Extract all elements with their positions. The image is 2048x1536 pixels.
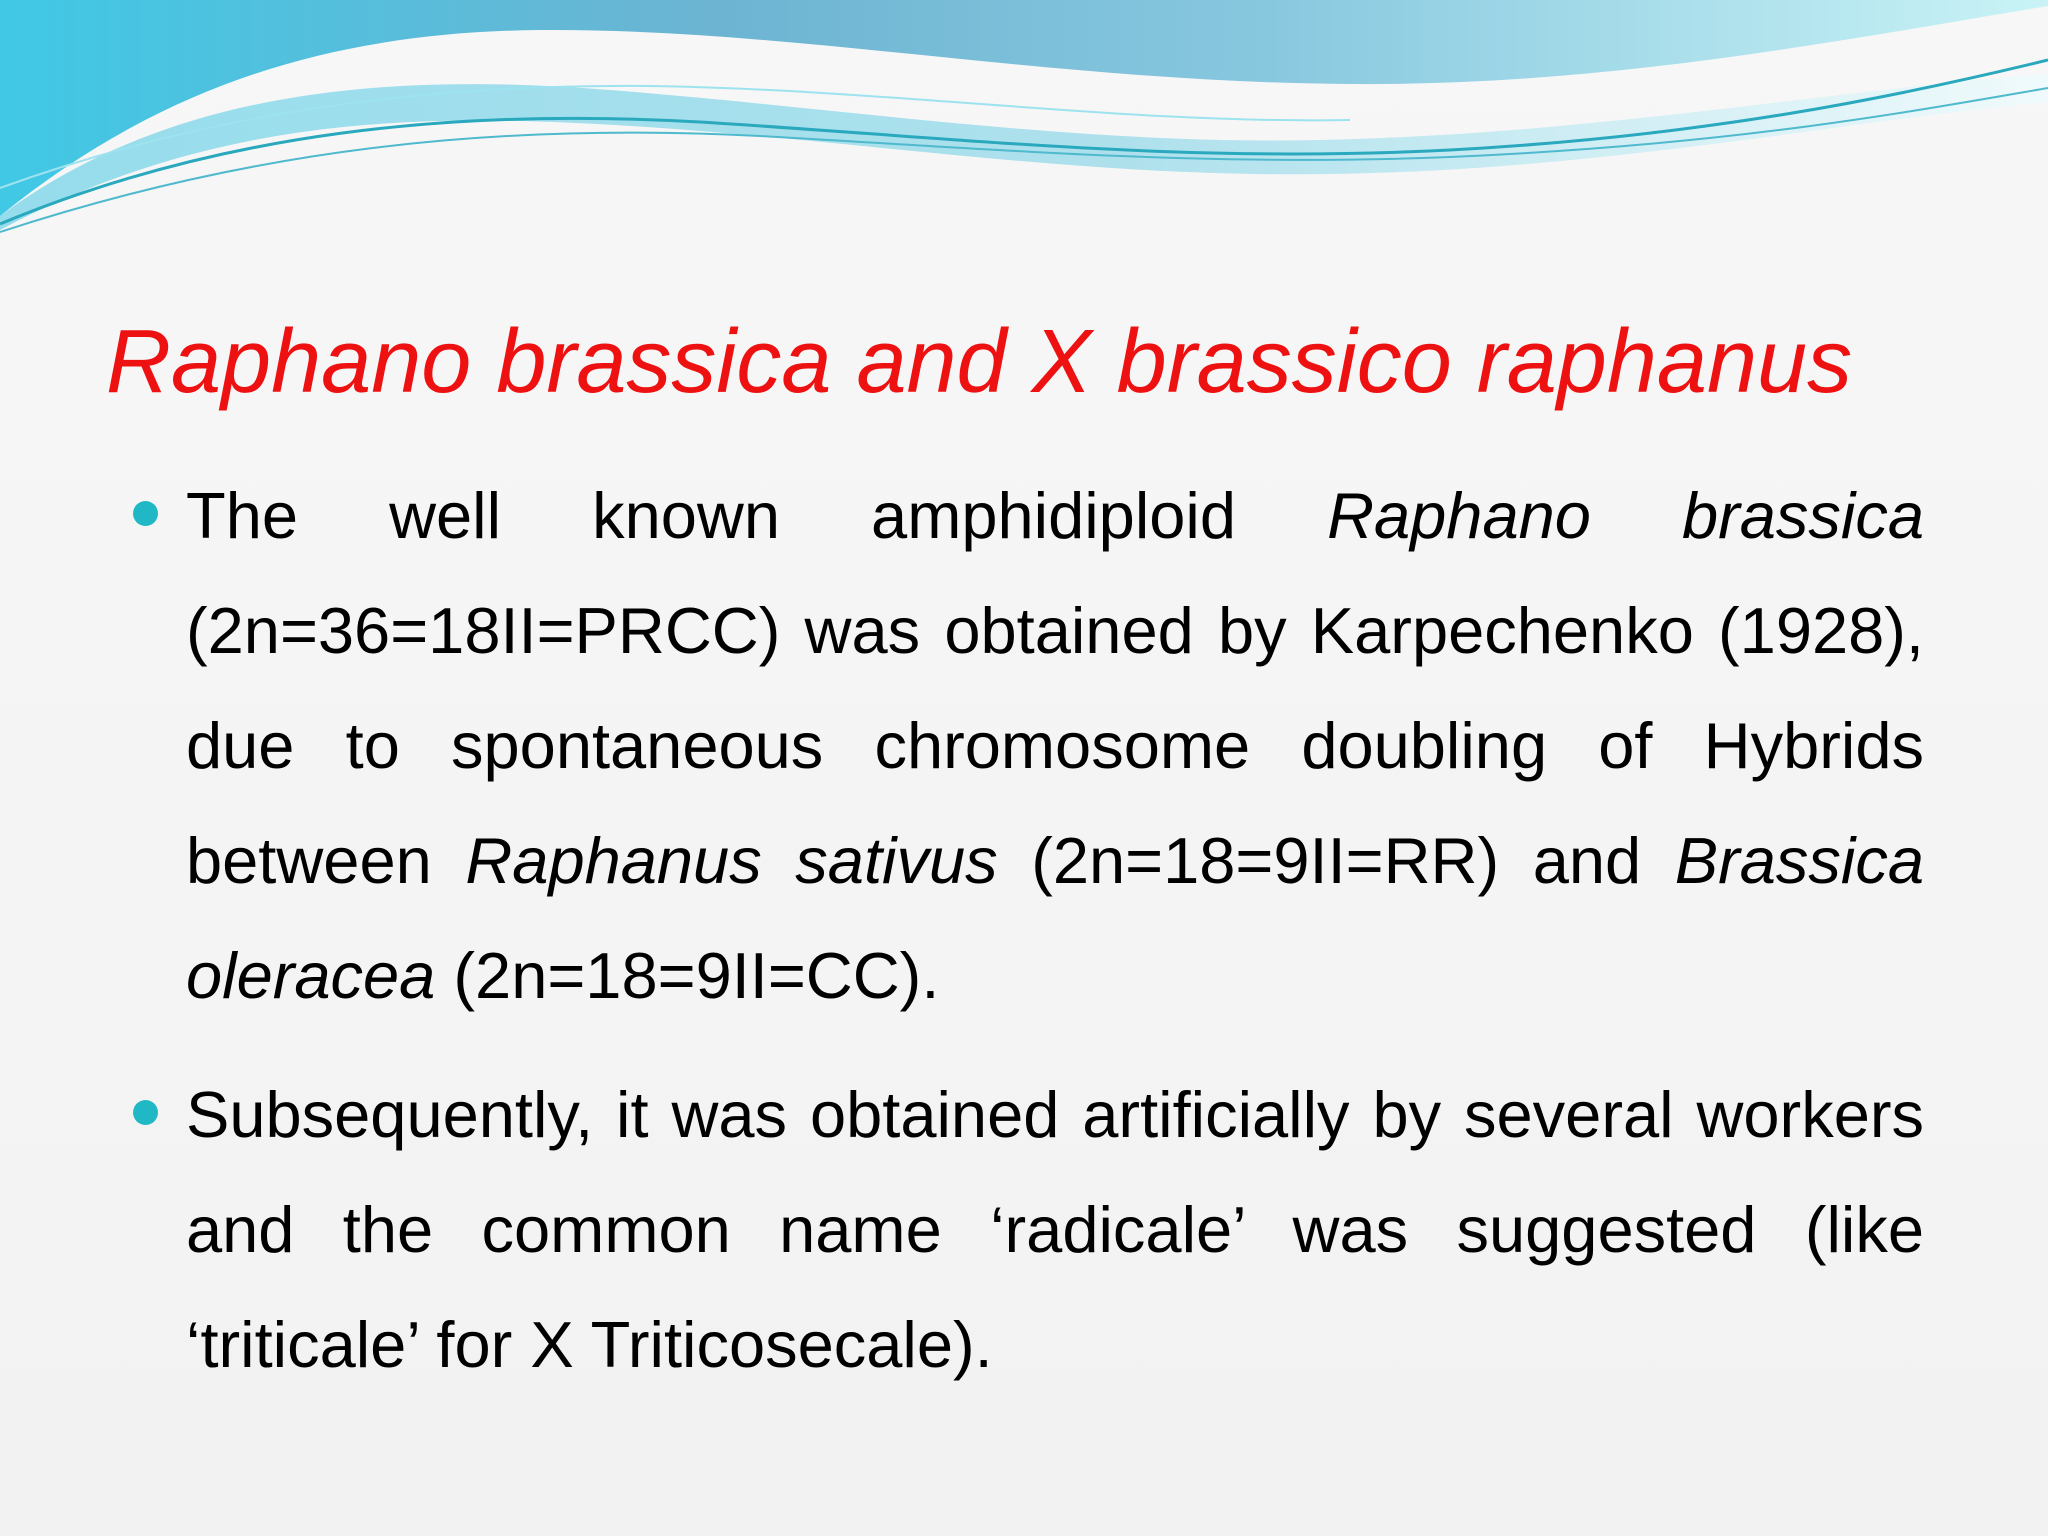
bullet-list <box>186 458 1924 1426</box>
bullet-item <box>186 1057 1924 1402</box>
bullet-icon <box>133 501 158 526</box>
text-segment: Subsequently, it was obtained artificially by several workers and the common name ‘radicale’ was suggested (like ‘triticale’ for X Triticosecale). <box>186 1078 1924 1381</box>
bullet-icon <box>133 1100 158 1125</box>
italic-segment: Raphanus sativus <box>465 824 998 897</box>
text-segment: (2n=18=9II=RR) and <box>997 824 1675 897</box>
text-segment: The well known amphidiploid <box>186 479 1328 552</box>
bullet-text <box>186 1057 1924 1402</box>
italic-segment: Raphano brassica <box>1327 479 1924 552</box>
italic-segment: Brassica oleracea <box>186 824 1925 1012</box>
wave-decoration <box>0 0 2048 260</box>
slide-title: Raphano brassica and X brassico raphanus <box>106 312 1853 412</box>
bullet-item <box>186 458 1924 1033</box>
text-segment: (2n=36=18II=PRCC) was obtained by Karpechenko (1928), due to spontaneous chromosome doubling of Hybrids between <box>186 594 1924 897</box>
text-segment: (2n=18=9II=CC). <box>435 939 940 1012</box>
bullet-text <box>186 458 1924 1033</box>
